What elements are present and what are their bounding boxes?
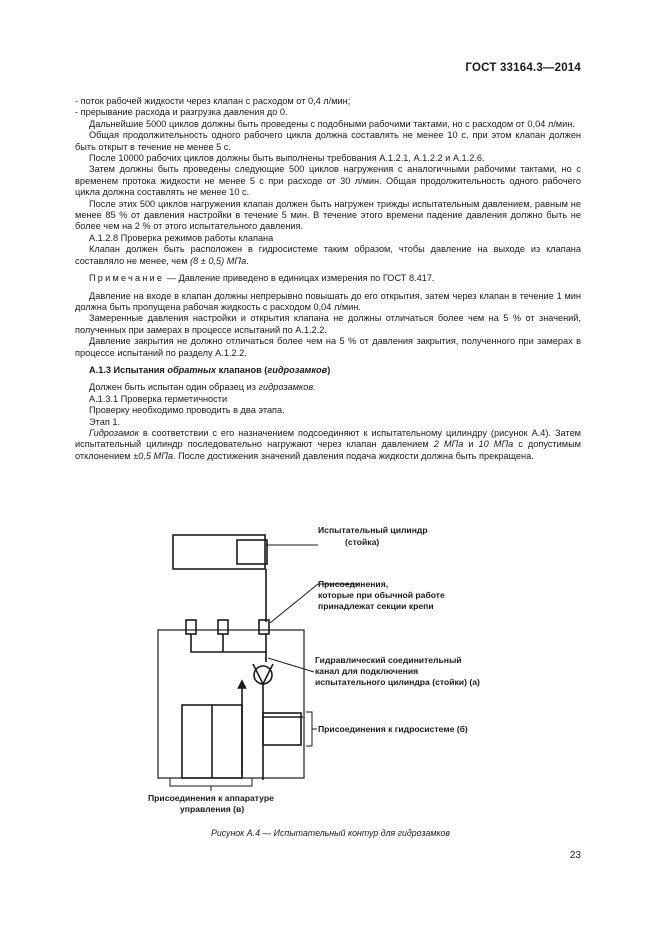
text-run: Должен быть испытан один образец из [89, 382, 259, 393]
figure-caption: Рисунок А.4 — Испытательный контур для гидрозамков [210, 828, 451, 838]
label-control: Присоединения к аппаратуре [148, 793, 274, 803]
leader-control-bracket [170, 778, 252, 791]
text-run: Клапан должен быть расположен в гидросистеме таким образом, чтобы давление на выходе из клапана составляло не менее, чем [75, 244, 581, 266]
paragraph: Проверку необходимо проводить в два этапа. [89, 405, 285, 416]
paragraph: - поток рабочей жидкости через клапан с расходом от 0,4 л/мин; [75, 96, 351, 106]
text-run: ±0,5 МПа [133, 450, 173, 461]
text-run: в соответствии с его назначением подсоединяют к испытательному цилиндру (рисунок А.4). Затем испытательный цилиндр последовательно нагружают через клапан давлением [75, 427, 581, 450]
label-connections: Присоединения, [318, 579, 389, 589]
label-hydro: Присоединения к гидросистеме (б) [318, 724, 468, 734]
paragraph: После 10000 рабочих циклов должны быть выполнены требования А.1.2.1, А.1.2.2 и А.1.2.6. [89, 153, 485, 164]
note-text: — Давление приведено в единицах измерения по ГОСТ 8.417. [164, 273, 435, 284]
page-number: 23 [569, 850, 581, 861]
port-top-2 [218, 620, 228, 634]
text-run: клапанов ( [216, 364, 268, 375]
paragraph: Затем должны быть проведены следующие 500 циклов нагружения с аналогичными рабочими тактами, но с временем протока жидкости не менее 5 с при расходе от 30 л/мин. Общая продолжительность одного рабочего цикла должна составлять не менее 10 с. [75, 164, 581, 198]
note-label: Примечание [89, 273, 165, 284]
text-run: . После достижения значений давления подача жидкости должна быть прекращена. [172, 450, 534, 461]
label-control-2: управления (в) [180, 804, 245, 814]
port-top-1 [186, 620, 196, 634]
channel-down [263, 684, 303, 780]
label-connections-2: которые при обычной работе [318, 590, 445, 600]
paragraph: Этап 1. [89, 416, 121, 427]
text-run: Гидрозамок [89, 427, 139, 438]
label-channel: Гидравлический соединительный [315, 655, 462, 665]
check-valve-ball [254, 666, 272, 684]
paragraph: Давление закрытия не должно отличаться более чем на 5 % от давления закрытия, полученного при замерах в процессе испытаний по разделу А.1.2.2. [75, 336, 581, 358]
label-channel-2: канал для подключения [315, 666, 419, 676]
paragraph: - прерывание расхода и разгрузка давления до 0. [75, 107, 288, 118]
paragraph: Дальнейшие 5000 циклов должны быть проведены с подобными рабочими тактами, но с расходом от 0,04 л/мин. [89, 118, 575, 129]
clause-heading: А.1.3.1 Проверка герметичности [89, 393, 228, 404]
label-cylinder: Испытательный цилиндр [318, 525, 428, 535]
text-run: и [463, 439, 479, 450]
text-run: гидрозамков [267, 364, 328, 375]
text-run: . [246, 255, 249, 266]
cylinder-piston [237, 540, 267, 564]
clause-heading: А.1.2.8 Проверка режимов работы клапана [89, 232, 274, 243]
leader-channel [268, 658, 314, 672]
leader-hydro-bracket [306, 712, 317, 746]
text-run: 2 МПа [433, 439, 464, 450]
label-channel-3: испытательного цилиндра (стойки) (а) [315, 677, 480, 687]
label-connections-3: принадлежат секции крепи [318, 601, 434, 611]
internal-channel [191, 634, 266, 652]
text-run: А.1.3 Испытания [89, 364, 168, 375]
paragraph: Давление на входе в клапан должны непрерывно повышать до его открытия, затем через клапан в течение 1 мин должна быть пропущена рабочая жидкость с расходом 0,04 л/мин. [75, 290, 581, 312]
port-top-3 [259, 620, 269, 634]
paragraph: После этих 500 циклов нагружения клапан должен быть нагружен трижды испытательным давлением, равным не менее 85 % от давления настройки в течение 5 мин. В течение этого времени падение давления должно быть не более чем на 2 % от этого испытательного давления. [75, 198, 581, 232]
text-run: гидрозамков. [258, 382, 316, 393]
text-run: ) [327, 364, 331, 375]
text-run: (8 ± 0,5) МПа [190, 255, 247, 266]
document-header: ГОСТ 33164.3—2014 [465, 62, 581, 74]
text-run: с допустимым отклонением [75, 439, 581, 461]
paragraph: Замеренные давления настройки и открытия клапана не должны отличаться более чем на 5 % от значений, полученных при замерах в процессе испытаний по А.1.2.2. [75, 313, 581, 335]
text-run: 10 МПа [478, 439, 514, 450]
label-cylinder-2: (стойка) [345, 537, 380, 547]
text-run: обратных [167, 364, 217, 375]
paragraph: Общая продолжительность одного рабочего цикла должна составлять не менее 10 с, при этом клапан должен быть открыт в течение не менее 5 с. [75, 130, 581, 152]
